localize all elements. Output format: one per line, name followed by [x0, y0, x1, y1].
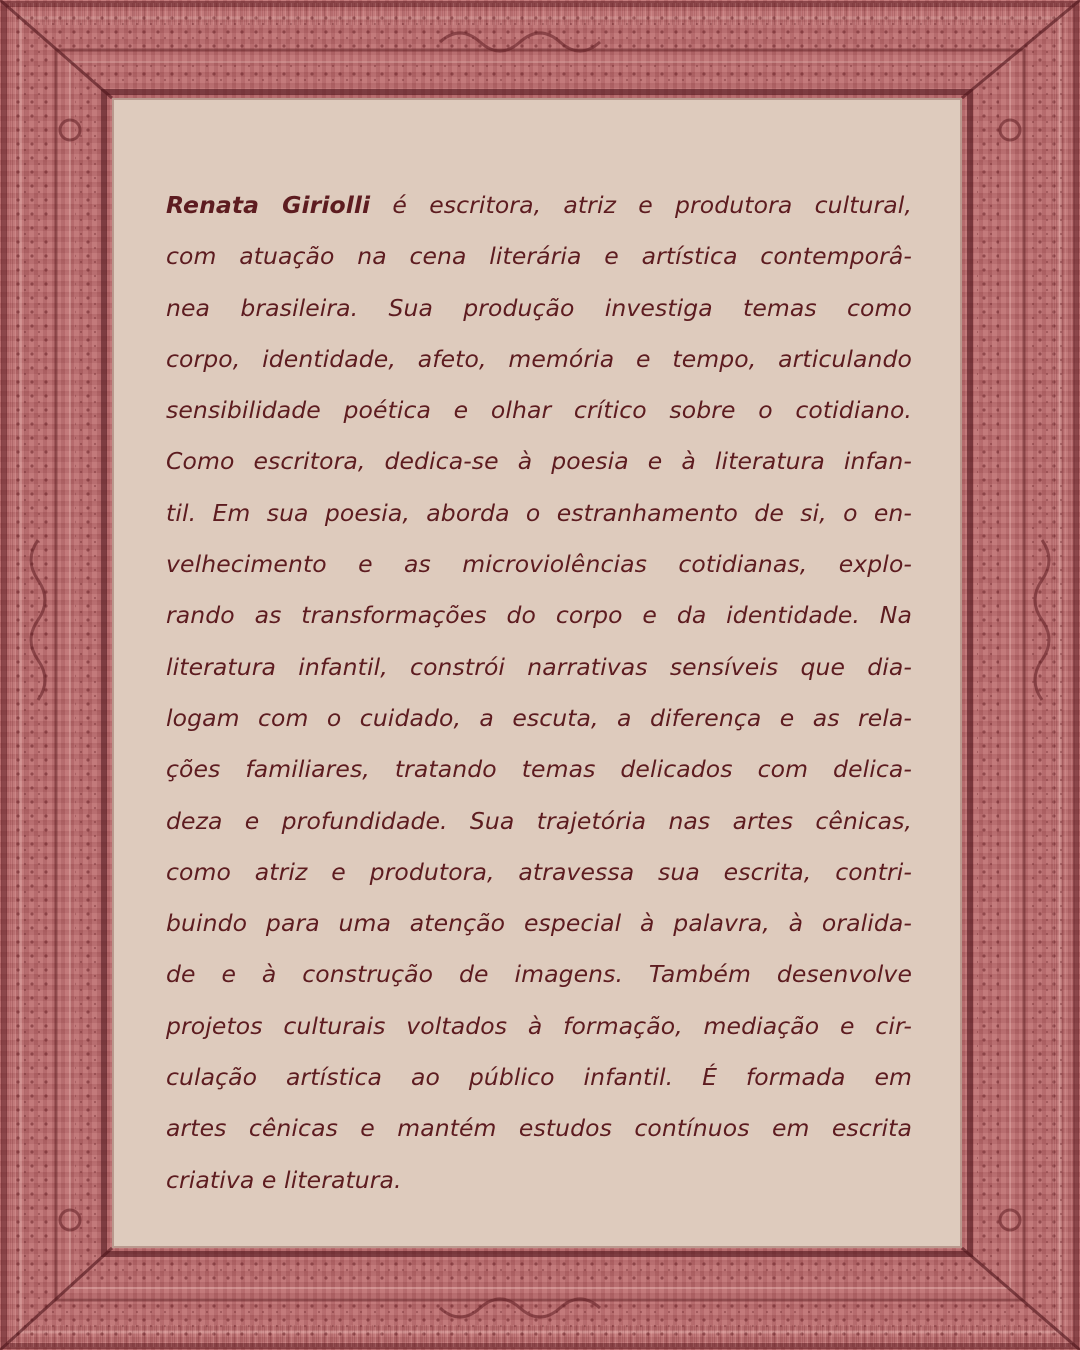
bio-line: como atriz e produtora, atravessa sua escrita, contri-	[166, 857, 912, 886]
text-panel	[112, 98, 962, 1248]
bio-line: Como escritora, dedica-se à poesia e à literatura infan-	[166, 447, 912, 476]
author-name: Renata Giriolli	[166, 191, 371, 219]
bio-line: nea brasileira. Sua produção investiga temas como	[166, 293, 912, 322]
bio-line: projetos culturais voltados à formação, mediação e cir-	[166, 1011, 912, 1040]
bio-line	[166, 180, 912, 231]
bio-line: corpo, identidade, afeto, memória e tempo, articulando	[166, 344, 912, 373]
bio-line-last: criativa e literatura.	[166, 1165, 402, 1194]
bio-line: ções familiares, tratando temas delicados com delica-	[166, 755, 912, 784]
bio-line: logam com o cuidado, a escuta, a diferença e as rela-	[166, 703, 912, 732]
bio-line: velhecimento e as microviolências cotidianas, explo-	[166, 550, 912, 579]
bio-line: rando as transformações do corpo e da identidade. Na	[166, 601, 912, 630]
bio-line: sensibilidade poética e olhar crítico sobre o cotidiano.	[166, 396, 912, 425]
bio-line: til. Em sua poesia, aborda o estranhamento de si, o en-	[166, 498, 912, 527]
bio-line: buindo para uma atenção especial à palavra, à oralida-	[166, 909, 912, 938]
bio-line-text: é escritora, atriz e produtora cultural,	[370, 191, 912, 219]
bio-line: culação artística ao público infantil. É formada em	[166, 1063, 912, 1092]
bio-line: deza e profundidade. Sua trajetória nas artes cênicas,	[166, 806, 912, 835]
bio-line: literatura infantil, constrói narrativas sensíveis que dia-	[166, 652, 912, 681]
author-bio	[166, 180, 912, 1206]
bio-line: artes cênicas e mantém estudos contínuos em escrita	[166, 1114, 912, 1143]
bio-line: com atuação na cena literária e artística contemporâ-	[166, 242, 912, 271]
bio-line: de e à construção de imagens. Também desenvolve	[166, 960, 912, 989]
